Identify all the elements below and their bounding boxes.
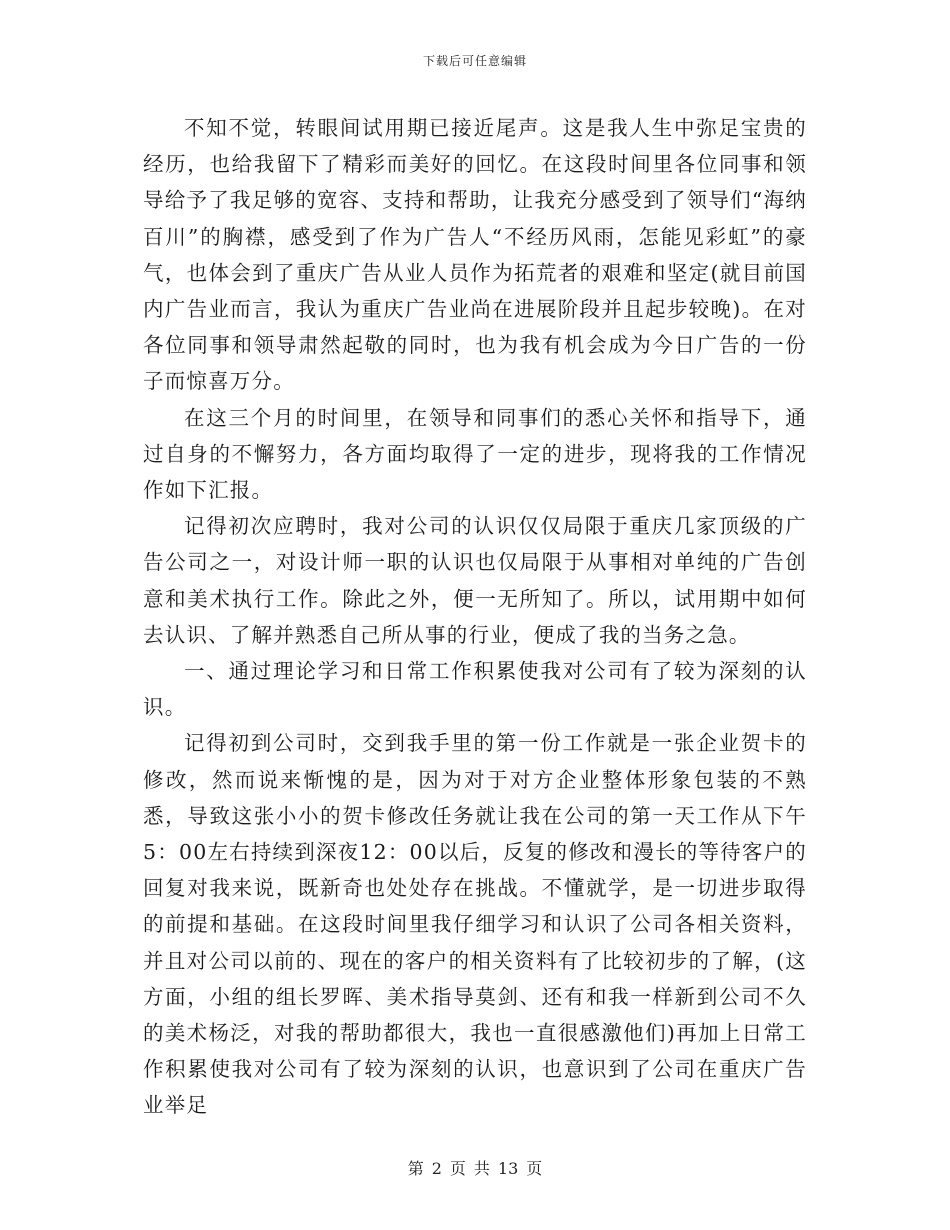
paragraph-intro: 不知不觉，转眼间试用期已接近尾声。这是我人生中弥足宝贵的经历，也给我留下了精彩而美好的回忆。在这段时间里各位同事和领导给予了我足够的宽容、支持和帮助，让我充分感受到了领导们“海纳百川”的胸襟，感受到了作为广告人“不经历风雨，怎能见彩虹”的豪气，也体会到了重庆广告从业人员作为拓荒者的艰难和坚定(就目前国内广告业而言，我认为重庆广告业尚在进展阶段并且起步较晚)。在对各位同事和领导肃然起敬的同时，也为我有机会成为今日广告的一份子而惊喜万分。 [143, 116, 807, 394]
paragraph-first-task: 记得初到公司时，交到我手里的第一份工作就是一张企业贺卡的修改，然而说来惭愧的是，因为对于对方企业整体形象包装的不熟悉，导致这张小小的贺卡修改任务就让我在公司的第一天工作从下午5：00左右持续到深夜12：00以后，反复的修改和漫长的等待客户的回复对我来说，既新奇也处处存在挑战。不懂就学，是一切进步取得的前提和基础。在这段时间里我仔细学习和认识了公司各相关资料，并且对公司以前的、现在的客户的相关资料有了比较初步的了解，(这方面，小组的组长罗晖、美术指导莫剑、还有和我一样新到公司不久的美术杨泛，对我的帮助都很大，我也一直很感激他们)再加上日常工作积累使我对公司有了较为深刻的认识，也意识到了公司在重庆广告业举足 [143, 731, 807, 1118]
page-header: 下载后可任意编辑 [422, 54, 527, 68]
paragraph-summary: 在这三个月的时间里，在领导和同事们的悉心关怀和指导下，通过自身的不懈努力，各方面均取得了一定的进步，现将我的工作情况作如下汇报。 [143, 405, 807, 503]
footer-total-unit: 页 [526, 1159, 543, 1178]
footer-page-label: 第 [407, 1159, 424, 1178]
document-body [143, 110, 807, 1124]
page-footer [0, 1156, 950, 1179]
footer-current-page: 2 [431, 1159, 442, 1178]
footer-total-pages: 13 [497, 1159, 519, 1178]
footer-page-unit: 页 [449, 1159, 466, 1178]
paragraph-first-impression: 记得初次应聘时，我对公司的认识仅仅局限于重庆几家顶级的广告公司之一，对设计师一职的认识也仅局限于从事相对单纯的广告创意和美术执行工作。除此之外，便一无所知了。所以，试用期中如何去认识、了解并熟悉自己所从事的行业，便成了我的当务之急。 [143, 514, 807, 647]
footer-total-label: 共 [473, 1159, 490, 1178]
section-heading-1: 一、通过理论学习和日常工作积累使我对公司有了较为深刻的认识。 [143, 659, 807, 720]
